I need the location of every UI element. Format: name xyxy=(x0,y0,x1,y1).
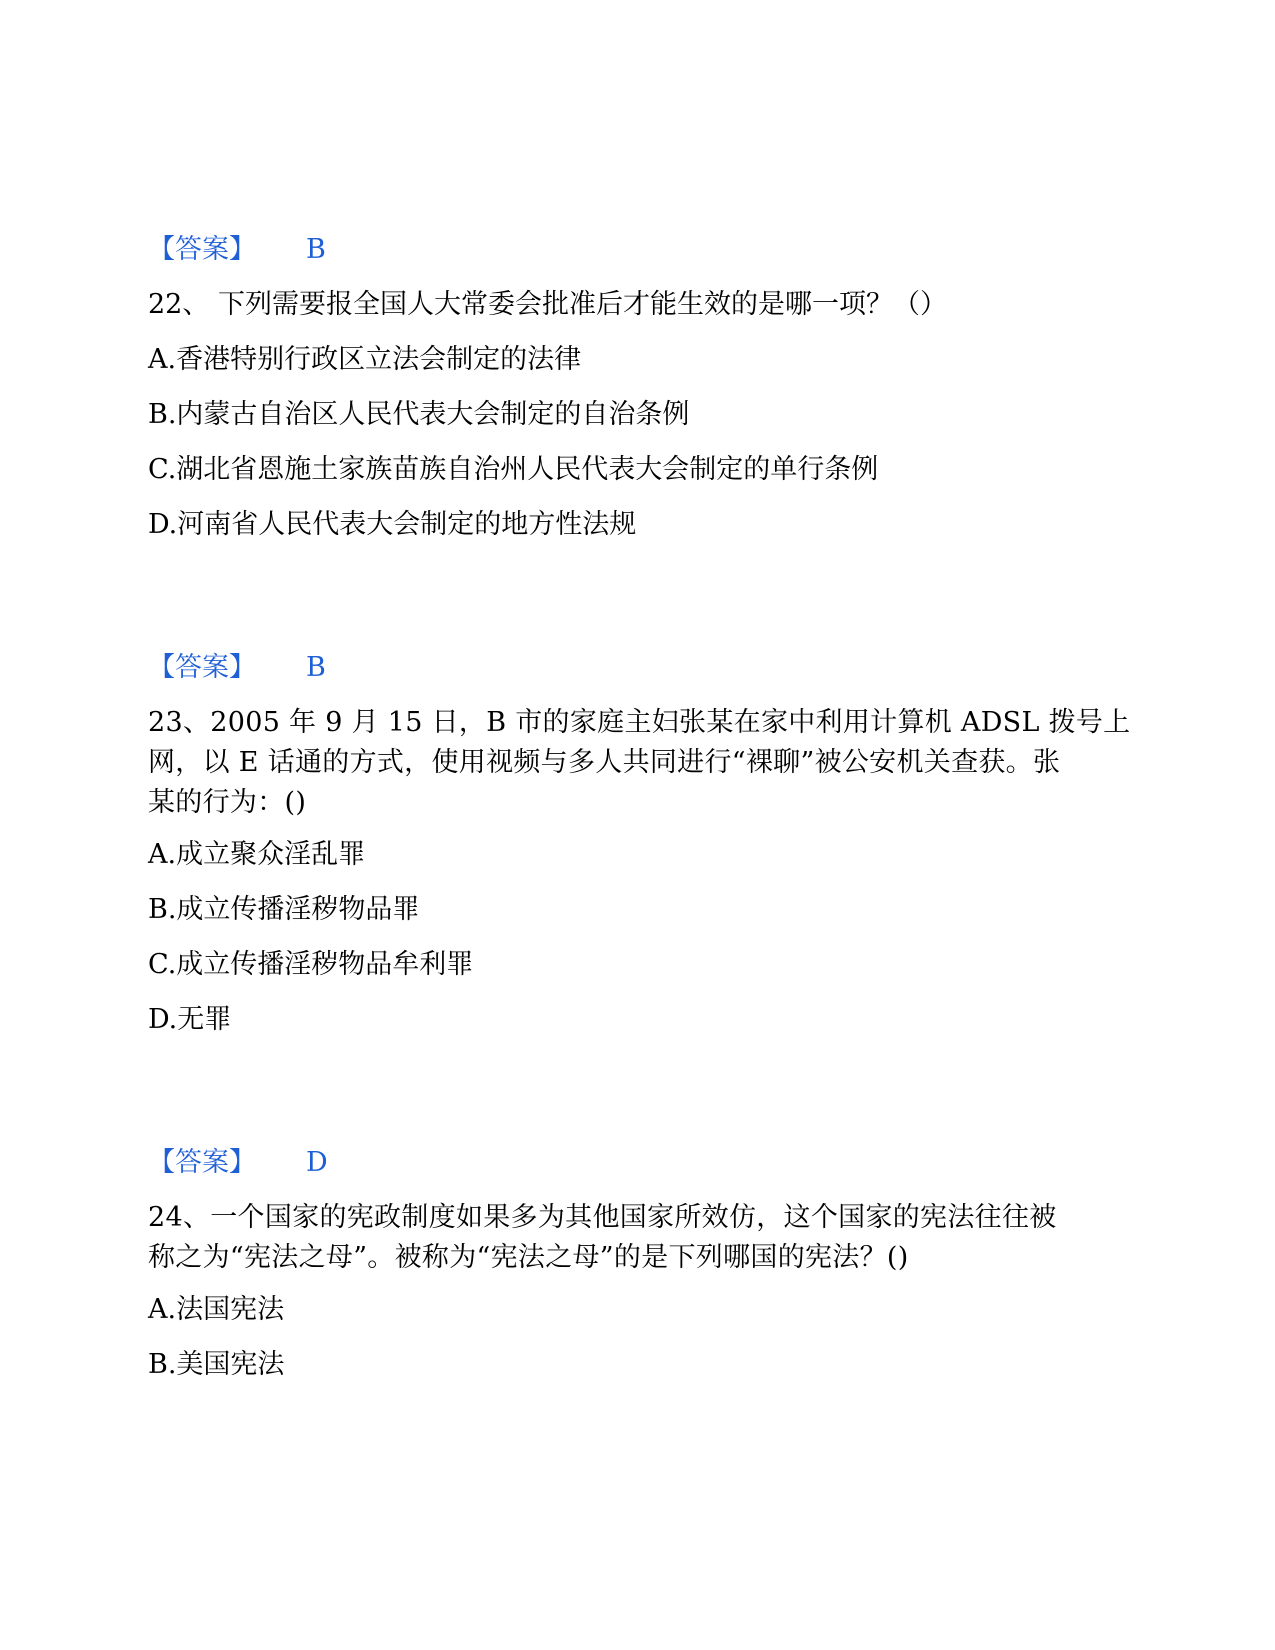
answer-label: 【答案】 xyxy=(148,652,256,683)
question-24-option-a: A.法国宪法 xyxy=(148,1294,285,1325)
question-23-stem-line: 23、2005 年 9 月 15 日，B 市的家庭主妇张某在家中利用计算机 ADSL 拨号上 xyxy=(148,707,1131,738)
question-23-option-c: C.成立传播淫秽物品牟利罪 xyxy=(148,949,474,980)
question-23-option-b: B.成立传播淫秽物品罪 xyxy=(148,894,420,925)
question-23-stem-line: 某的行为：() xyxy=(148,787,307,818)
answer-value: D xyxy=(306,1147,328,1178)
question-24-stem-line: 称之为“宪法之母”。被称为“宪法之母”的是下列哪国的宪法？() xyxy=(148,1242,909,1273)
question-24-option-b: B.美国宪法 xyxy=(148,1349,285,1380)
question-22-option-d: D.河南省人民代表大会制定的地方性法规 xyxy=(148,509,637,540)
question-23-stem-line: 网，以 E 话通的方式，使用视频与多人共同进行“裸聊”被公安机关查获。张 xyxy=(148,747,1061,778)
question-23-option-d: D.无罪 xyxy=(148,1004,232,1035)
question-22-option-c: C.湖北省恩施土家族苗族自治州人民代表大会制定的单行条例 xyxy=(148,454,879,485)
answer-row xyxy=(148,1143,328,1183)
answer-label: 【答案】 xyxy=(148,1147,256,1178)
question-22-option-a: A.香港特别行政区立法会制定的法律 xyxy=(148,344,582,375)
question-22-option-b: B.内蒙古自治区人民代表大会制定的自治条例 xyxy=(148,399,690,430)
answer-label: 【答案】 xyxy=(148,234,256,265)
question-22-stem: 22、 下列需要报全国人大常委会批准后才能生效的是哪一项？（） xyxy=(148,289,947,320)
question-24-stem-line: 24、一个国家的宪政制度如果多为其他国家所效仿，这个国家的宪法往往被 xyxy=(148,1202,1057,1233)
answer-value: B xyxy=(306,234,326,265)
answer-value: B xyxy=(306,652,326,683)
question-23-option-a: A.成立聚众淫乱罪 xyxy=(148,839,366,870)
answer-row xyxy=(148,230,326,270)
answer-row xyxy=(148,648,326,688)
